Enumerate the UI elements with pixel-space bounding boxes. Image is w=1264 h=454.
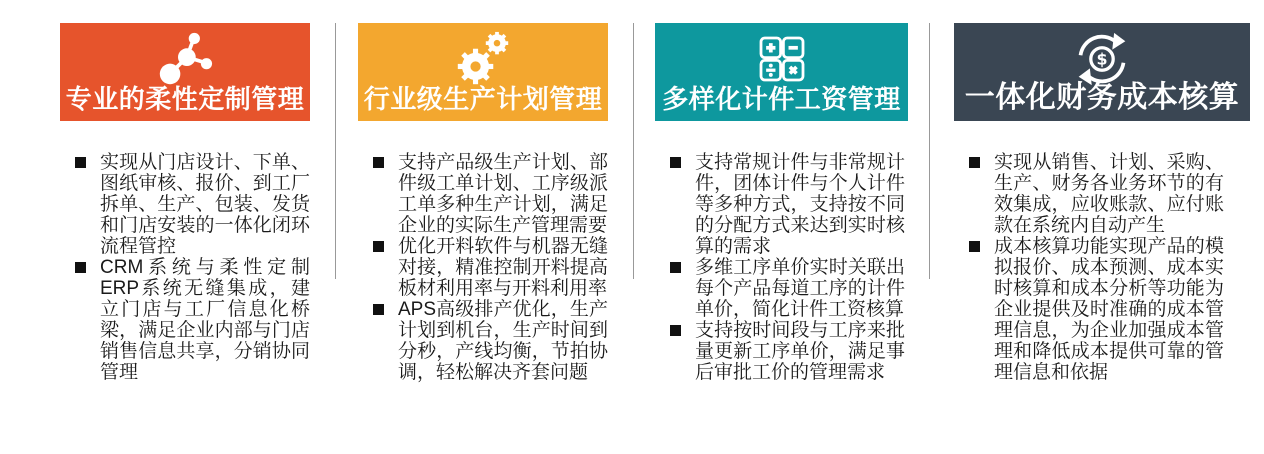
bullet-text: 支持按时间段与工序来批量更新工序单价，满足事后审批工价的管理需求 [695,320,905,383]
svg-text:$: $ [1096,49,1108,69]
square-bullet-icon [969,241,980,252]
square-bullet-icon [373,241,384,252]
bullet-text: 支持常规计件与非常规计件，团体计件与个人计件等多种方式，支持按不同的分配方式来达到实时核算的需求 [695,152,905,257]
feature-card-header [954,23,1250,121]
column-divider [633,23,634,279]
calculator-icon [754,31,810,87]
feature-title: 行业级生产计划管理 [363,84,603,115]
column-divider [929,23,930,279]
list-item [655,257,908,320]
square-bullet-icon [373,157,384,168]
list-item [954,152,1250,236]
feature-column-flexible-customization [60,23,310,383]
currency-sync-icon [1074,31,1130,87]
list-item [358,299,608,383]
bullet-text: 成本核算功能实现产品的模拟报价、成本预测、成本实时核算和成本分析等功能为企业提供及时准确的成本管理信息，为企业加强成本管理和降低成本提供可靠的管理信息和依据 [994,236,1224,383]
feature-column-piecework-wages [655,23,908,383]
feature-card-header [655,23,908,121]
feature-column-financial-costing [954,23,1250,383]
bullet-text: 实现从销售、计划、采购、生产、财务各业务环节的有效集成，应收账款、应付账款在系统内自动产生 [994,152,1224,236]
gears-icon [455,31,511,87]
bullet-text: APS高级排产优化，生产计划到机台，生产时间到分秒，产线均衡，节拍协调，轻松解决齐套问题 [398,299,608,383]
square-bullet-icon [670,262,681,273]
feature-bullet-list [655,152,908,383]
list-item [655,320,908,383]
feature-title: 专业的柔性定制管理 [65,84,305,115]
bullet-text: 实现从门店设计、下单、图纸审核、报价、到工厂拆单、生产、包装、发货和门店安装的一体化闭环流程管控 [100,152,310,257]
list-item [358,152,608,236]
square-bullet-icon [75,262,86,273]
feature-bullet-list [358,152,608,383]
bullet-text: 多维工序单价实时关联出每个产品每道工序的计件单价，简化计件工资核算 [695,257,905,320]
bullet-text: CRM系统与柔性定制ERP系统无缝集成，建立门店与工厂信息化桥梁，满足企业内部与门店销售信息共享，分销协同管理 [100,257,310,383]
bullet-text: 优化开料软件与机器无缝对接，精准控制开料提高板材利用率与开料利用率 [398,236,608,299]
list-item [655,152,908,257]
square-bullet-icon [670,157,681,168]
feature-column-production-planning [358,23,608,383]
list-item [954,236,1250,383]
molecule-icon [157,31,213,87]
square-bullet-icon [373,304,384,315]
feature-title: 多样化计件工资管理 [662,84,901,115]
bullet-text: 支持产品级生产计划、部件级工单计划、工序级派工单多种生产计划，满足企业的实际生产管理需要 [398,152,608,236]
list-item [60,257,310,383]
square-bullet-icon [75,157,86,168]
square-bullet-icon [969,157,980,168]
feature-title: 一体化财务成本核算 [964,81,1240,114]
square-bullet-icon [670,325,681,336]
list-item [358,236,608,299]
feature-card-header [358,23,608,121]
feature-card-header [60,23,310,121]
feature-bullet-list [954,152,1250,383]
list-item [60,152,310,257]
feature-bullet-list [60,152,310,383]
column-divider [335,23,336,279]
